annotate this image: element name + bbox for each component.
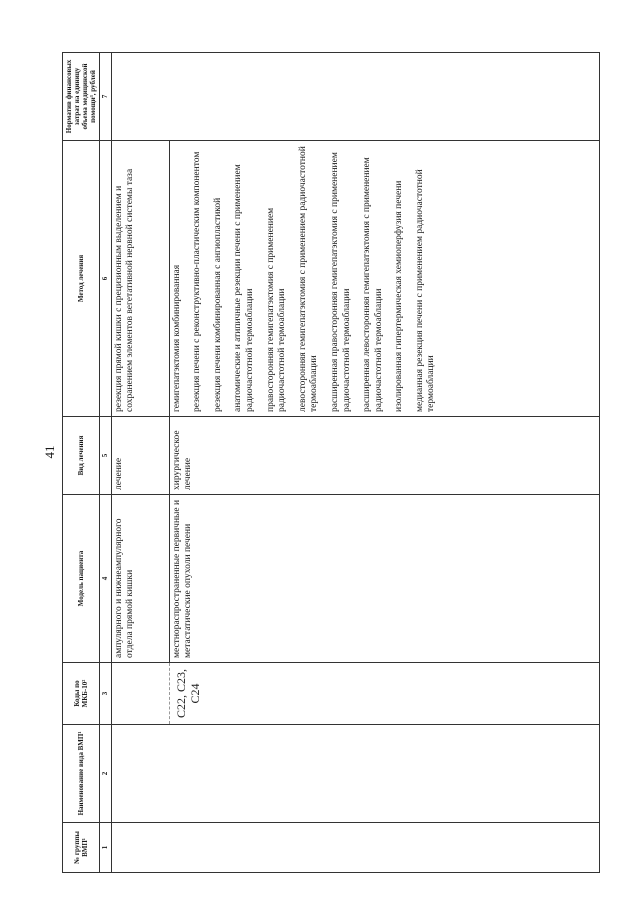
group-number-cell [111,823,169,873]
header-treatment-type: Вид лечения [63,417,100,495]
table-row [169,53,599,873]
treatment-method-cell [169,141,599,417]
method-item: расширенная левосторонняя гемигепатэктомия с применением радиочастотной термоаблации [362,157,384,412]
column-number-row [100,53,112,873]
header-row [63,53,100,873]
header-cost-standard: Норматив финансовых затрат на единицу объема медицинской помощи³, рублей [63,53,100,141]
column-number: 6 [100,141,112,417]
method-item: изолированная гипертермическая хемиоперфузия печени [394,180,405,412]
column-number: 1 [100,823,112,873]
header-vmp-name: Наименование вида ВМП¹ [63,725,100,823]
treatment-type-cell: лечение [111,417,169,495]
header-group-number: № группы ВМП¹ [63,823,100,873]
icd-codes-cell [111,663,169,725]
column-number: 2 [100,725,112,823]
method-item: резекция прямой кишки с прецизионным выделением и сохранением элементов вегетативной нервной системы таза [113,168,136,412]
vmp-name-cell [169,725,599,823]
column-number: 4 [100,495,112,663]
treatment-method-cell [111,141,169,417]
header-patient-model: Модель пациента [63,495,100,663]
method-item: левосторонняя гемигепатэктомия с применением радиочастотной термоаблации [297,146,320,412]
patient-model-cell: ампулярного и нижнеампулярного отдела прямой кишки [111,495,169,663]
column-number: 5 [100,417,112,495]
treatment-type-cell: хирургическое лечение [169,417,599,495]
column-number: 7 [100,53,112,141]
vmp-name-cell [111,725,169,823]
group-number-cell [169,823,599,873]
page-number: 41 [42,445,57,459]
header-icd-codes: Коды по МКБ-10² [63,663,100,725]
column-number: 3 [100,663,112,725]
method-item: медианная резекция печени с применением радиочастотной термоаблации [414,169,437,412]
method-item: анатомические и атипичные резекции печени с применением радиочастотной термоаблации [233,164,256,412]
cost-standard-cell [169,53,599,141]
method-item: резекция печени комбинированная с ангиопластикой [212,197,223,412]
header-treatment-method: Метод лечения [63,141,100,417]
method-item: гемигепатэктомия комбинированная [171,264,182,412]
cost-standard-cell [111,53,169,141]
vmp-table [62,52,600,873]
patient-model-cell: местнораспространенные первичные и метастатические опухоли печени [169,495,599,663]
method-item: правосторонняя гемигепатэктомия с применением радиочастотной термоаблации [265,207,288,412]
icd-codes-cell: C22, C23, C24 [169,663,599,725]
method-item: резекция печени с реконструктивно-пластическим компонентом [192,151,203,412]
method-item: расширенная правосторонняя гемигепатэктомия с применением радиочастотной термоаблации [329,152,352,412]
table-row [111,53,169,873]
rotated-table-container [62,53,592,873]
